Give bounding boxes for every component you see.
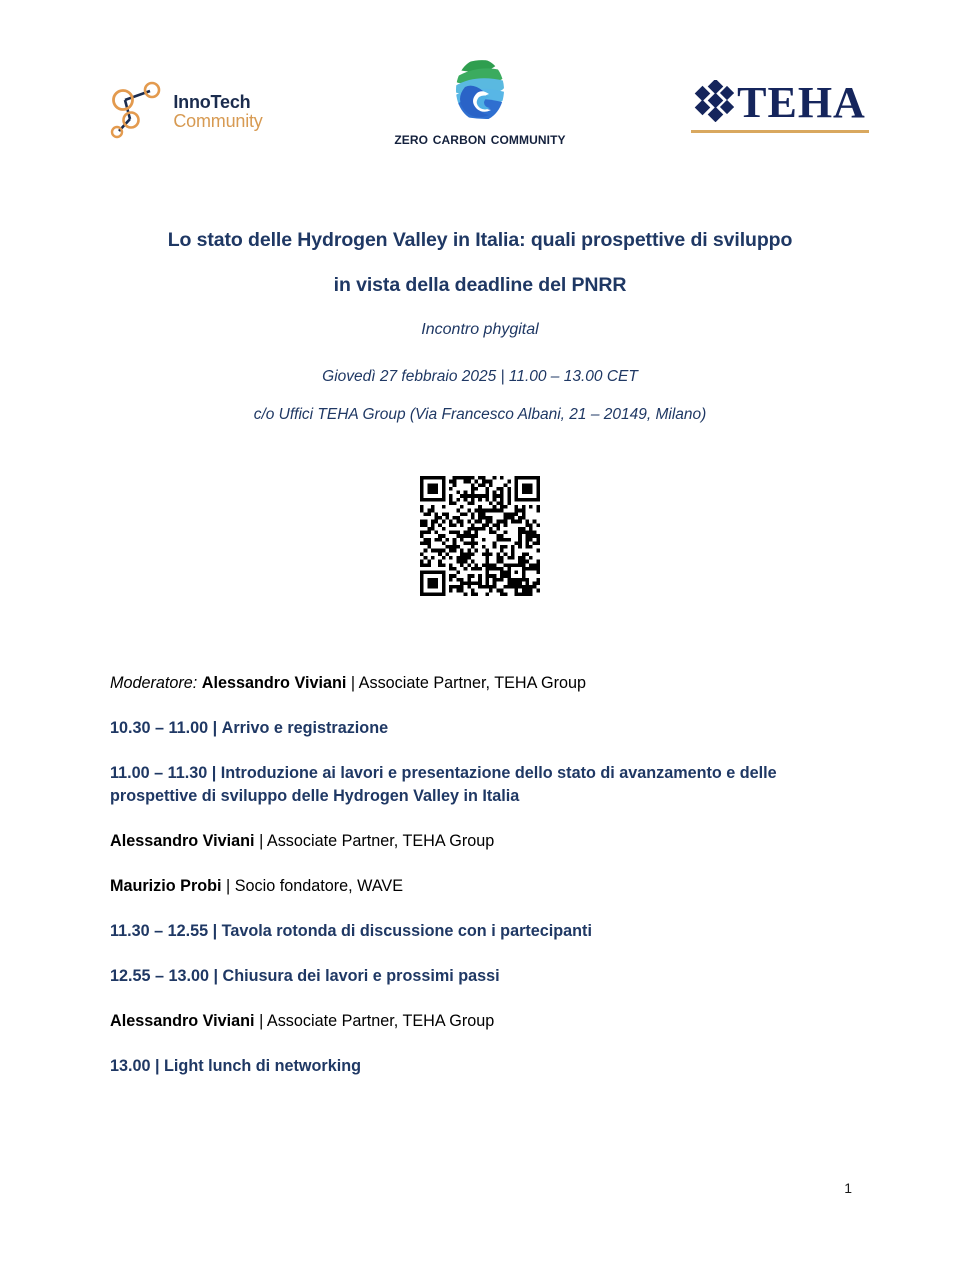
title-line-2: in vista della deadline del PNRR [333, 273, 627, 296]
moderator-line [110, 672, 850, 695]
agenda-item-1 [110, 762, 850, 808]
speaker-role: Associate Partner, TEHA Group [266, 832, 495, 850]
agenda-separator-4: | [155, 1057, 160, 1075]
title-line-1: Lo stato delle Hydrogen Valley in Italia: quali prospettive di sviluppo [167, 229, 793, 251]
logo-teha-group [630, 80, 930, 133]
agenda-item-2 [110, 920, 850, 943]
event-datetime: Giovedì 27 febbraio 2025 | 11.00 – 13.00 CET [322, 367, 638, 385]
logo-zero-carbon-community [330, 57, 630, 149]
moderator-separator: | [350, 674, 356, 692]
qr-code-icon[interactable] [420, 476, 540, 596]
agenda-separator-0: | [212, 719, 218, 737]
innotech-wordmark-primary: InnoTech [173, 91, 251, 112]
teha-underline-rule [691, 130, 869, 133]
event-meta-block [0, 318, 960, 441]
speaker-role: Associate Partner, TEHA Group [266, 1012, 495, 1030]
agenda-time-3: 12.55 – 13.00 [110, 967, 210, 985]
page-number: 1 [844, 1180, 852, 1196]
page-title [0, 218, 960, 308]
agenda-title-3: Chiusura dei lavori e prossimi passi [222, 967, 500, 985]
moderator-name: Alessandro Viviani [201, 674, 347, 692]
teha-wordmark: TEHA [737, 78, 866, 127]
speaker-separator: | [226, 877, 231, 895]
agenda-item-4 [110, 1055, 850, 1078]
agenda-separator-3: | [213, 967, 219, 985]
speaker-separator: | [259, 832, 264, 850]
qr-code-block [0, 476, 960, 596]
agenda-item-0 [110, 717, 850, 740]
speaker-name: Alessandro Viviani [110, 832, 255, 850]
agenda-separator-1: | [211, 764, 217, 782]
agenda-title-2: Tavola rotonda di discussione con i partecipanti [221, 922, 592, 940]
agenda-speaker-1-0 [110, 830, 850, 853]
event-venue: c/o Uffici TEHA Group (Via Francesco Albani, 21 – 20149, Milano) [253, 405, 707, 423]
speaker-role: Socio fondatore, WAVE [234, 877, 404, 895]
agenda-time-1: 11.00 – 11.30 [110, 764, 208, 782]
agenda-speaker-3-0 [110, 1010, 850, 1033]
moderator-label: Moderatore: [110, 674, 198, 692]
agenda-time-0: 10.30 – 11.00 [110, 719, 209, 737]
logo-innotech-community [30, 80, 330, 145]
moderator-role: Associate Partner, TEHA Group [358, 674, 587, 692]
agenda-item-3 [110, 965, 850, 988]
agenda-speaker-1-1 [110, 875, 850, 898]
speaker-separator: | [259, 1012, 264, 1030]
speaker-name: Maurizio Probi [110, 877, 222, 895]
innotech-node-graph-icon [105, 80, 167, 145]
agenda-time-2: 11.30 – 12.55 [110, 922, 209, 940]
teha-diamond-icon [694, 80, 734, 127]
speaker-name: Alessandro Viviani [110, 1012, 255, 1030]
agenda-title-0: Arrivo e registrazione [221, 719, 389, 737]
agenda-title-4: Light lunch di networking [164, 1057, 361, 1075]
agenda-time-4: 13.00 [110, 1057, 151, 1075]
agenda-list [110, 672, 850, 1100]
innotech-wordmark-secondary: Community [173, 111, 263, 131]
zcc-globe-icon [449, 57, 511, 128]
event-format: Incontro phygital [421, 321, 539, 338]
logo-header-row [0, 48, 960, 158]
zcc-wordmark: zero carbon community [394, 130, 566, 148]
agenda-title-1: Introduzione ai lavori e presentazione dello stato di avanzamento e delle prospettive di sviluppo delle Hydrogen Valley in Italia [110, 764, 777, 805]
agenda-separator-2: | [212, 922, 218, 940]
